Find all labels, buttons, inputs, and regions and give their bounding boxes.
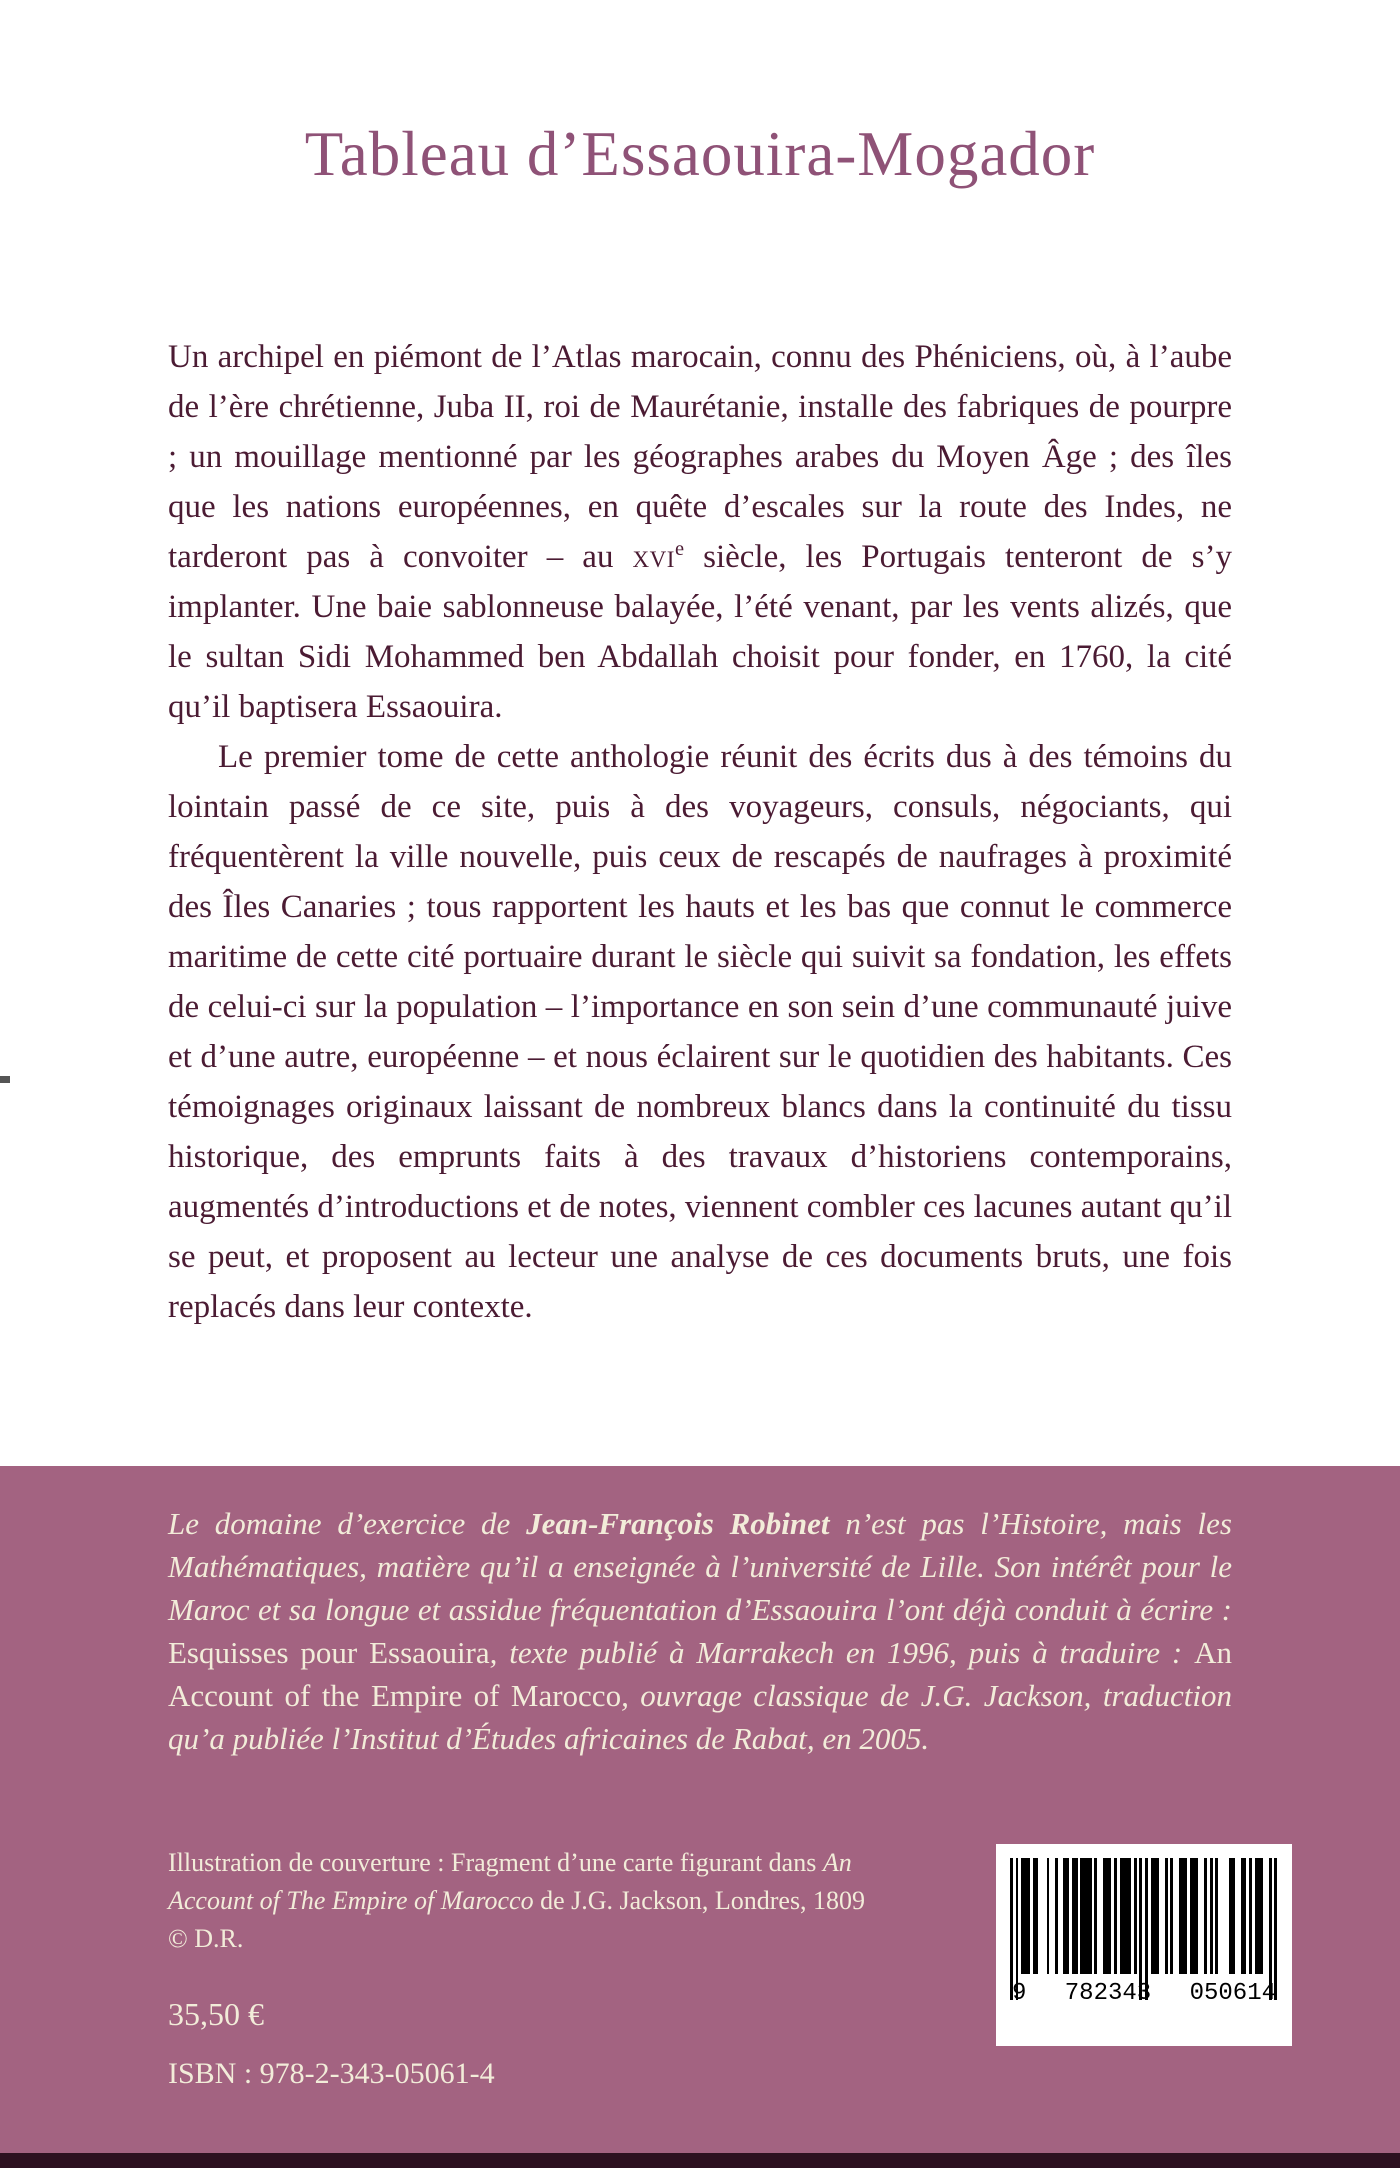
synopsis-paragraph-1 [168, 332, 1232, 732]
cover-credit [168, 1844, 878, 1958]
author-bio [168, 1502, 1232, 1760]
barcode-bar [1274, 1858, 1277, 2000]
barcode-digit-group: 782343 [1064, 1980, 1152, 2007]
synopsis-paragraph-2: Le premier tome de cette anthologie réunit des écrits dus à des témoins du lointain passé de ce site, puis à des voyageurs, consuls, négociants, qui fréquentèrent la ville nouvelle, puis ceux de rescapés de naufrages à proximité des Îles Canaries ; tous rapportent les hauts et les bas que connut le commerce maritime de cette cité portuaire durant le siècle qui suivit sa fondation, les effets de celui-ci sur la population – l’importance en son sein d’une communauté juive et d’une autre, européenne – et nous éclairent sur le quotidien des habitants. Ces témoignages originaux laissant de nombreux blancs dans la continuité du tissu historique, des emprunts faits à des travaux d’historiens contemporains, augmentés d’introductions et de notes, viennent combler ces lacunes autant qu’il se peut, et proposent au lecteur une analyse de ces documents bruts, une fois replacés dans leur contexte. [168, 739, 1232, 1326]
isbn: ISBN : 978-2-343-05061-4 [168, 2057, 495, 2090]
text-segment: Le domaine d’exercice de [168, 1506, 527, 1541]
text-segment: An Account of The Empire of Marocco [168, 1848, 852, 1915]
barcode [996, 1844, 1292, 2046]
book-title: Tableau d’Essaouira-Mogador [304, 119, 1096, 189]
barcode-digit-group: 050614 [1189, 1980, 1276, 2007]
barcode-digit-group: 9 [1012, 1980, 1027, 2007]
text-segment: Esquisses pour Essaouira [168, 1635, 490, 1670]
text-segment: , texte publié à Marrakech en 1996, puis à traduire : [489, 1635, 1195, 1670]
synopsis [168, 332, 1232, 1332]
price: 35,50 € [168, 1996, 264, 2032]
text-segment: de J.G. Jackson, Londres, 1809 © D.R. [168, 1886, 866, 1953]
text-segment: siècle, les Portugais tenteront de s’y implanter. Une baie sablonneuse balayée, l’été venant, par les vents alizés, que le sultan Sidi Mohammed ben Abdallah choisit pour fonder, en 1760, la cité qu’il baptisera Essaouira. [168, 539, 1233, 726]
text-segment: Un archipel en piémont de l’Atlas marocain, connu des Phéniciens, où, à l’aube de l’ère chrétienne, Juba II, roi de Maurétanie, installe des fabriques de pourpre ; un mouillage mentionné par les géographes arabes du Moyen Âge ; des îles que les nations européennes, en quête d’escales sur la route des Indes, ne tarderont pas à convoiter – au [168, 339, 1232, 576]
bottom-edge-strip [0, 2153, 1400, 2168]
edge-artifact-mark [0, 1076, 10, 1083]
author-band [0, 1466, 1400, 2168]
text-segment: e [674, 538, 685, 561]
text-segment: , ouvrage classique de J.G. Jackson, traduction qu’a publiée l’Institut d’Études africaines de Rabat, en 2005. [168, 1678, 1232, 1756]
barcode-number [1010, 1980, 1278, 2007]
text-segment: Illustration de couverture : Fragment d’une carte figurant dans [168, 1848, 823, 1877]
text-segment: An Account of the Empire of Marocco [168, 1635, 1232, 1713]
text-segment: xvi [632, 539, 675, 576]
text-segment: Jean-François Robinet [526, 1506, 830, 1541]
text-segment: n’est pas l’Histoire, mais les Mathématiques, matière qu’il a enseignée à l’université de Lille. Son intérêt pour le Maroc et sa longue et assidue fréquentation d’Essaouira l’ont déjà conduit à écrire : [168, 1506, 1232, 1627]
